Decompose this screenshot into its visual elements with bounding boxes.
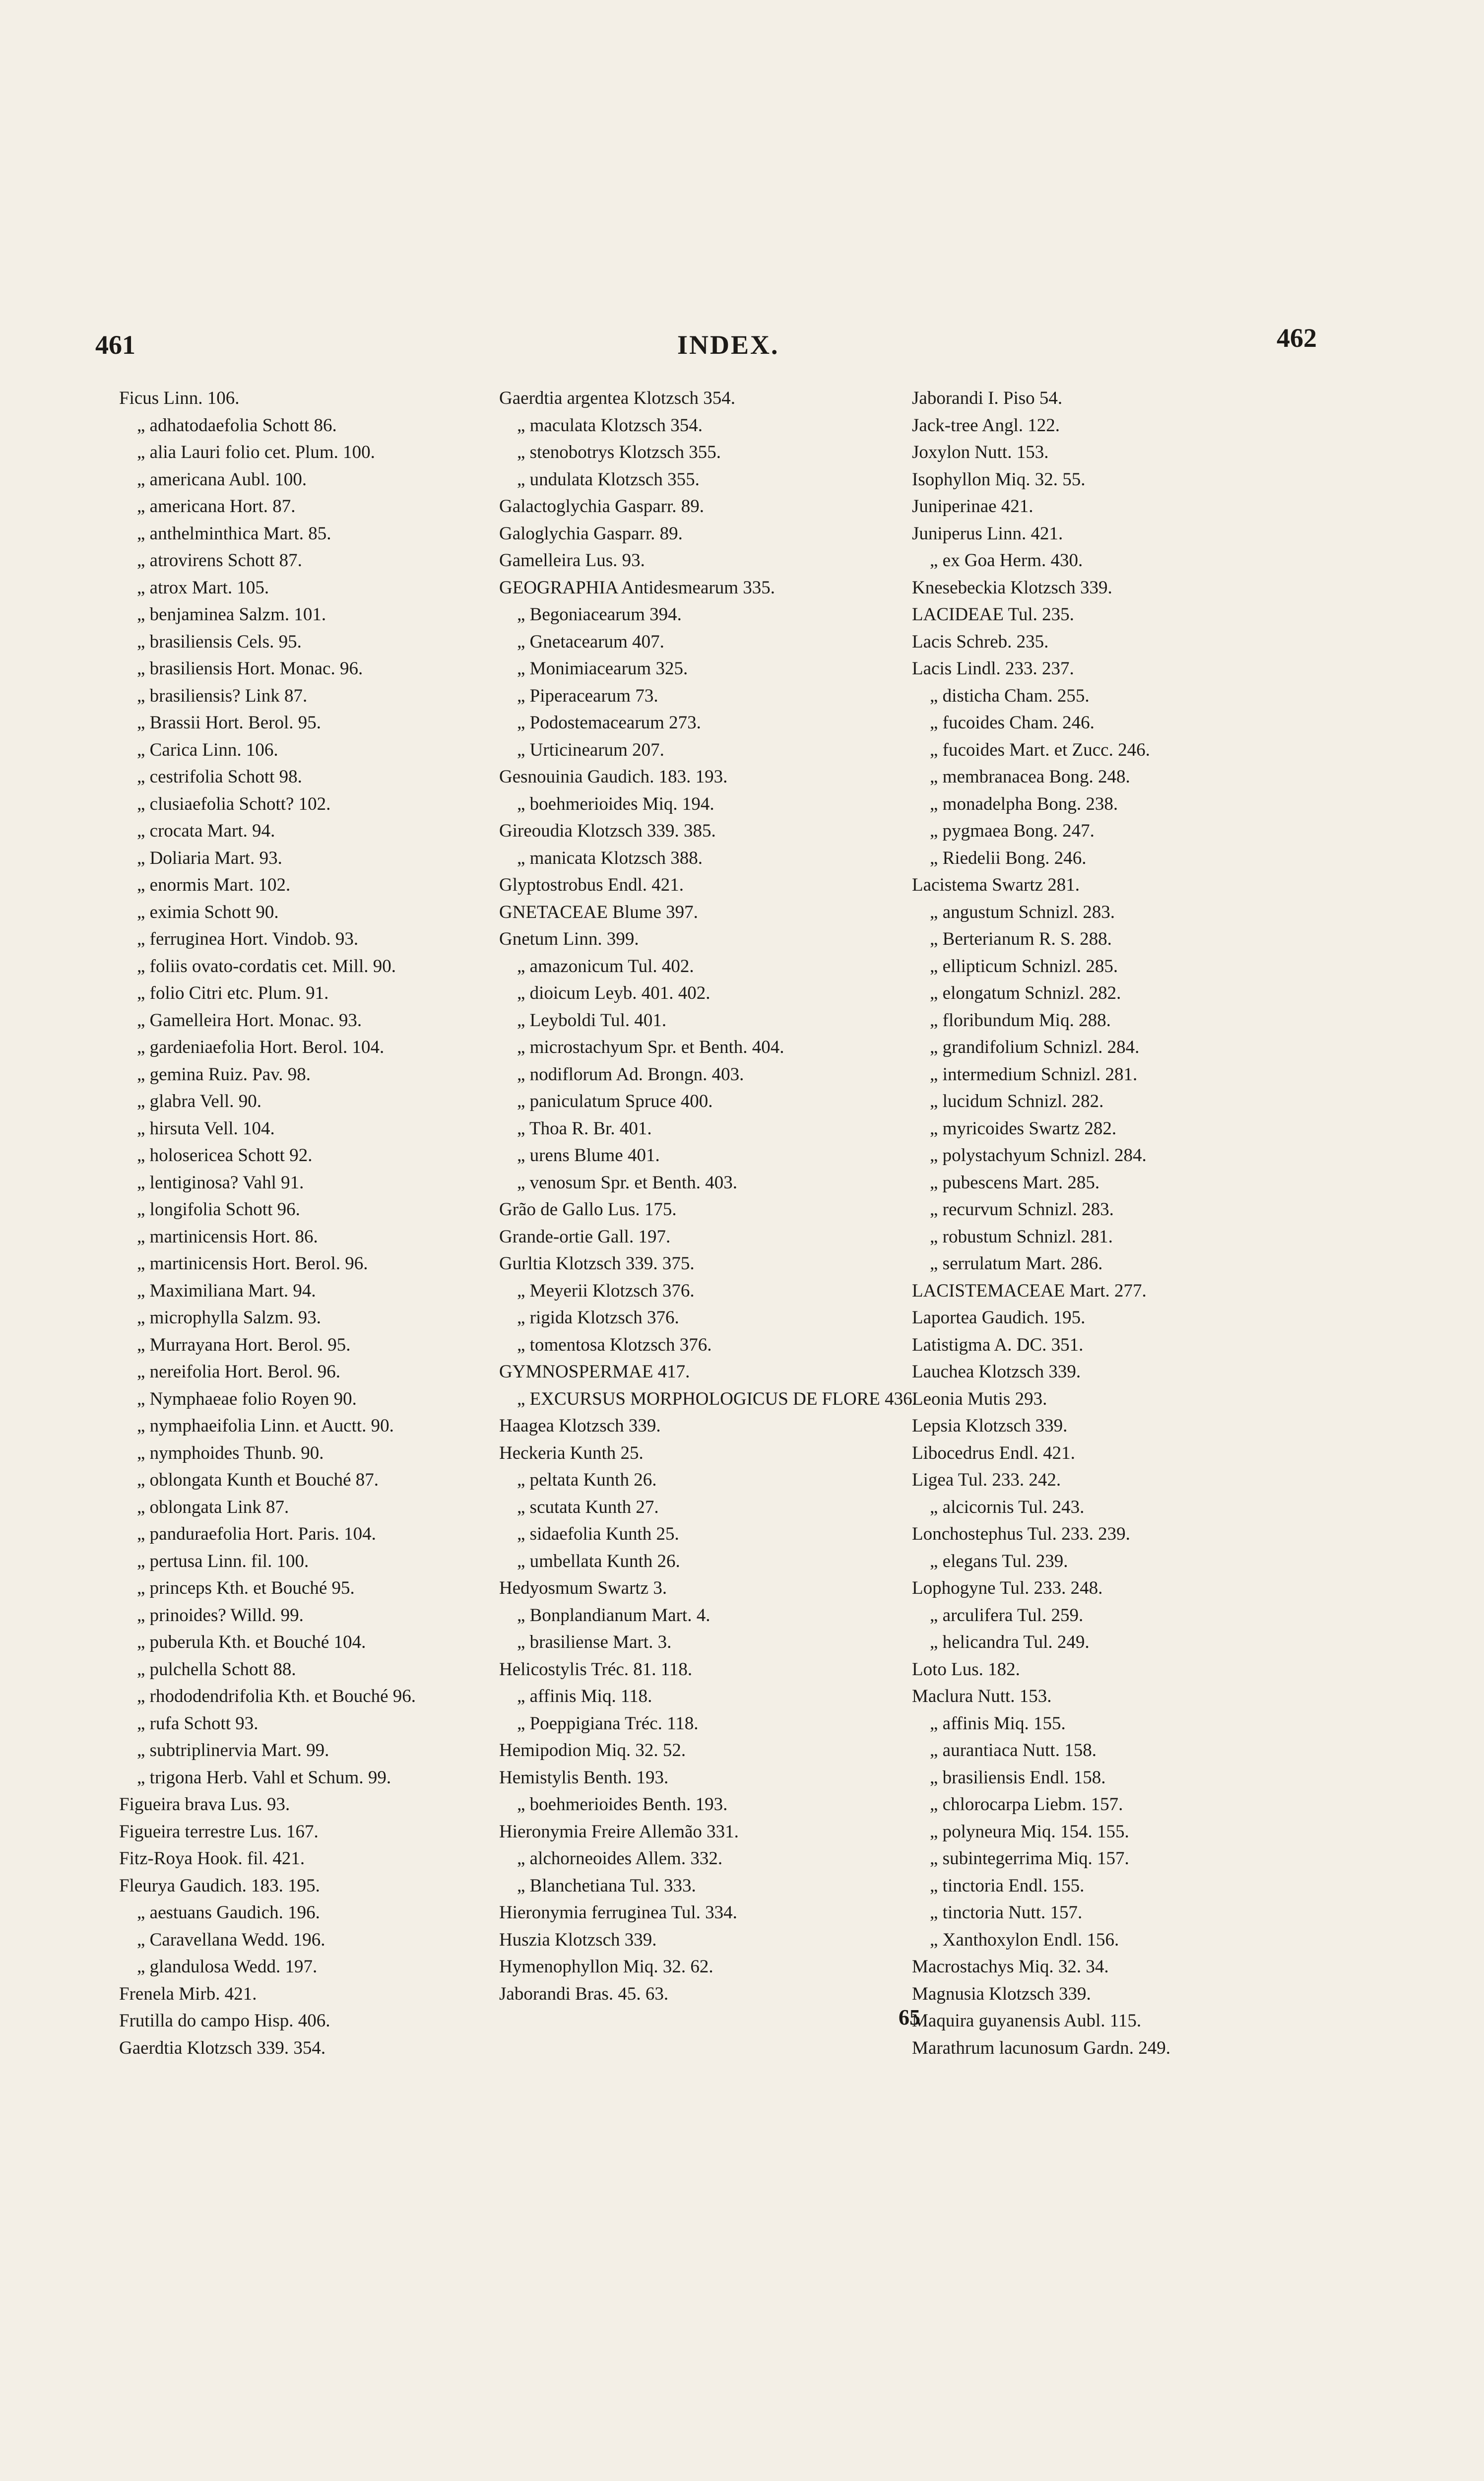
index-column-3	[912, 385, 1319, 2062]
index-entry: „ floribundum Miq. 288.	[930, 1010, 1111, 1031]
index-entry: Gaerdtia argentea Klotzsch 354.	[499, 388, 736, 408]
index-entry: „ trigona Herb. Vahl et Schum. 99.	[137, 1767, 391, 1788]
index-entry: Frutilla do campo Hisp. 406.	[119, 2011, 330, 2031]
index-entry: Libocedrus Endl. 421.	[912, 1442, 1075, 1463]
index-entry: „ Bonplandianum Mart. 4.	[517, 1605, 710, 1626]
index-entry: „ holosericea Schott 92.	[137, 1145, 313, 1166]
index-entry: „ helicandra Tul. 249.	[930, 1632, 1090, 1652]
index-entry: „ anthelminthica Mart. 85.	[137, 523, 331, 544]
index-entry: Galoglychia Gasparr. 89.	[499, 523, 683, 544]
index-entry: „ pygmaea Bong. 247.	[930, 821, 1095, 841]
index-entry: „ cestrifolia Schott 98.	[137, 767, 302, 787]
index-entry: „ chlorocarpa Liebm. 157.	[930, 1794, 1123, 1815]
index-column-2	[499, 385, 917, 2008]
index-entry: „ membranacea Bong. 248.	[930, 767, 1130, 787]
index-entry: Gurltia Klotzsch 339. 375.	[499, 1253, 695, 1274]
right-page-number: 462	[1277, 323, 1317, 353]
index-entry: Gesnouinia Gaudich. 183. 193.	[499, 767, 728, 787]
index-entry: „ Doliaria Mart. 93.	[137, 848, 282, 868]
index-entry: Jack-tree Angl. 122.	[912, 415, 1060, 436]
index-entry: „ prinoides? Willd. 99.	[137, 1605, 304, 1626]
index-entry: Huszia Klotzsch 339.	[499, 1929, 657, 1950]
index-entry: Grande-ortie Gall. 197.	[499, 1226, 671, 1247]
index-entry: „ foliis ovato-cordatis cet. Mill. 90.	[137, 956, 396, 977]
index-entry: „ Blanchetiana Tul. 333.	[517, 1875, 696, 1896]
index-entry: „ elongatum Schnizl. 282.	[930, 983, 1121, 1003]
index-entry: „ Leyboldi Tul. 401.	[517, 1010, 667, 1031]
index-entry: Knesebeckia Klotzsch 339.	[912, 577, 1112, 598]
index-entry: „ microstachyum Spr. et Benth. 404.	[517, 1037, 784, 1057]
index-entry: „ hirsuta Vell. 104.	[137, 1118, 275, 1139]
index-entry: „ disticha Cham. 255.	[930, 685, 1090, 706]
index-entry: „ Begoniacearum 394.	[517, 604, 682, 625]
index-entry: Gamelleira Lus. 93.	[499, 550, 645, 571]
index-entry: „ polyneura Miq. 154. 155.	[930, 1821, 1129, 1842]
index-entry: „ subtriplinervia Mart. 99.	[137, 1740, 329, 1761]
index-entry: „ crocata Mart. 94.	[137, 821, 275, 841]
index-entry: Magnusia Klotzsch 339.	[912, 1983, 1091, 2004]
index-entry: „ ferruginea Hort. Vindob. 93.	[137, 929, 359, 949]
index-entry: „ fucoides Mart. et Zucc. 246.	[930, 739, 1150, 760]
index-entry: „ arculifera Tul. 259.	[930, 1605, 1084, 1626]
index-entry: „ rufa Schott 93.	[137, 1713, 258, 1734]
index-entry: „ polystachyum Schnizl. 284.	[930, 1145, 1147, 1166]
index-entry: „ lentiginosa? Vahl 91.	[137, 1172, 304, 1193]
index-entry: „ rigida Klotzsch 376.	[517, 1307, 679, 1328]
index-entry: „ Murrayana Hort. Berol. 95.	[137, 1334, 351, 1355]
index-entry: „ amazonicum Tul. 402.	[517, 956, 694, 977]
index-entry: „ nodiflorum Ad. Brongn. 403.	[517, 1064, 744, 1085]
index-entry: Lepsia Klotzsch 339.	[912, 1416, 1068, 1436]
index-entry: „ Berterianum R. S. 288.	[930, 929, 1112, 949]
index-entry: „ undulata Klotzsch 355.	[517, 469, 700, 490]
index-entry: „ stenobotrys Klotzsch 355.	[517, 442, 721, 462]
index-entry: „ affinis Miq. 155.	[930, 1713, 1066, 1734]
index-entry: „ Carica Linn. 106.	[137, 739, 278, 760]
index-entry: Jaborandi I. Piso 54.	[912, 388, 1063, 408]
index-entry: Maquira guyanensis Aubl. 115.	[912, 2011, 1142, 2031]
index-entry: „ Brassii Hort. Berol. 95.	[137, 713, 321, 733]
index-entry: „ pertusa Linn. fil. 100.	[137, 1551, 309, 1571]
index-entry: „ Poeppigiana Tréc. 118.	[517, 1713, 699, 1734]
index-entry: „ princeps Kth. et Bouché 95.	[137, 1578, 355, 1598]
index-entry: Fleurya Gaudich. 183. 195.	[119, 1875, 320, 1896]
index-entry: „ oblongata Link 87.	[137, 1497, 289, 1517]
index-entry: Figueira terrestre Lus. 167.	[119, 1821, 319, 1842]
index-entry: Galactoglychia Gasparr. 89.	[499, 496, 705, 517]
index-entry: GYMNOSPERMAE 417.	[499, 1362, 690, 1382]
index-entry: Ficus Linn. 106.	[119, 388, 240, 408]
index-entry: Latistigma A. DC. 351.	[912, 1334, 1084, 1355]
index-entry: „ Gamelleira Hort. Monac. 93.	[137, 1010, 362, 1031]
index-entry: „ folio Citri etc. Plum. 91.	[137, 983, 329, 1003]
index-entry: „ serrulatum Mart. 286.	[930, 1253, 1103, 1274]
index-entry: „ martinicensis Hort. Berol. 96.	[137, 1253, 368, 1274]
left-page-number: 461	[95, 330, 135, 360]
index-entry: „ eximia Schott 90.	[137, 902, 279, 922]
index-entry: „ dioicum Leyb. 401. 402.	[517, 983, 710, 1003]
index-entry: „ lucidum Schnizl. 282.	[930, 1091, 1104, 1111]
index-entry: „ venosum Spr. et Benth. 403.	[517, 1172, 737, 1193]
index-entry: Gnetum Linn. 399.	[499, 929, 639, 949]
index-entry: „ aurantiaca Nutt. 158.	[930, 1740, 1097, 1761]
index-entry: „ monadelpha Bong. 238.	[930, 793, 1118, 814]
index-entry: „ EXCURSUS MORPHOLOGICUS DE FLORE 436.	[517, 1388, 917, 1409]
index-entry: „ alcicornis Tul. 243.	[930, 1497, 1085, 1517]
index-entry: „ gemina Ruiz. Pav. 98.	[137, 1064, 311, 1085]
index-entry: „ ex Goa Herm. 430.	[930, 550, 1083, 571]
index-entry: „ Xanthoxylon Endl. 156.	[930, 1929, 1119, 1950]
index-entry: „ enormis Mart. 102.	[137, 875, 291, 895]
index-entry: Haagea Klotzsch 339.	[499, 1416, 661, 1436]
index-entry: „ nymphoides Thunb. 90.	[137, 1442, 324, 1463]
index-entry: „ nymphaeifolia Linn. et Auctt. 90.	[137, 1416, 394, 1436]
index-entry: „ adhatodaefolia Schott 86.	[137, 415, 337, 436]
index-entry: Lacis Schreb. 235.	[912, 631, 1049, 652]
index-entry: „ glabra Vell. 90.	[137, 1091, 262, 1111]
index-entry: „ americana Hort. 87.	[137, 496, 296, 517]
index-entry: „ myricoides Swartz 282.	[930, 1118, 1117, 1139]
index-entry: „ brasiliensis Hort. Monac. 96.	[137, 658, 363, 679]
index-entry: „ Nymphaeae folio Royen 90.	[137, 1388, 357, 1409]
index-entry: Maclura Nutt. 153.	[912, 1686, 1052, 1706]
index-entry: „ tinctoria Endl. 155.	[930, 1875, 1085, 1896]
index-entry: Laportea Gaudich. 195.	[912, 1307, 1086, 1328]
index-entry: „ microphylla Salzm. 93.	[137, 1307, 321, 1328]
index-entry: Figueira brava Lus. 93.	[119, 1794, 290, 1815]
index-entry: „ robustum Schnizl. 281.	[930, 1226, 1113, 1247]
index-entry: Lophogyne Tul. 233. 248.	[912, 1578, 1103, 1598]
index-entry: „ boehmerioides Miq. 194.	[517, 793, 714, 814]
signature-mark: 65	[899, 2005, 920, 2029]
index-entry: „ umbellata Kunth 26.	[517, 1551, 680, 1571]
index-entry: „ affinis Miq. 118.	[517, 1686, 652, 1706]
index-entry: „ brasiliensis Endl. 158.	[930, 1767, 1106, 1788]
index-entry: „ Thoa R. Br. 401.	[517, 1118, 652, 1139]
index-entry: Ligea Tul. 233. 242.	[912, 1470, 1061, 1490]
index-entry: „ alia Lauri folio cet. Plum. 100.	[137, 442, 375, 462]
index-entry: Frenela Mirb. 421.	[119, 1983, 257, 2004]
index-entry: Glyptostrobus Endl. 421.	[499, 875, 684, 895]
index-entry: Lacistema Swartz 281.	[912, 875, 1080, 895]
index-entry: „ maculata Klotzsch 354.	[517, 415, 703, 436]
index-entry: „ intermedium Schnizl. 281.	[930, 1064, 1138, 1085]
index-entry: Gireoudia Klotzsch 339. 385.	[499, 821, 716, 841]
index-entry: „ grandifolium Schnizl. 284.	[930, 1037, 1140, 1057]
index-entry: Leonia Mutis 293.	[912, 1388, 1047, 1409]
index-entry: „ pubescens Mart. 285.	[930, 1172, 1100, 1193]
index-entry: „ peltata Kunth 26.	[517, 1470, 657, 1490]
index-entry: „ urens Blume 401.	[517, 1145, 660, 1166]
index-entry: Helicostylis Tréc. 81. 118.	[499, 1659, 693, 1680]
index-entry: Lonchostephus Tul. 233. 239.	[912, 1524, 1130, 1544]
index-entry: „ benjaminea Salzm. 101.	[137, 604, 326, 625]
index-entry: Heckeria Kunth 25.	[499, 1442, 644, 1463]
index-entry: „ tomentosa Klotzsch 376.	[517, 1334, 712, 1355]
index-entry: „ clusiaefolia Schott? 102.	[137, 793, 331, 814]
index-entry: „ sidaefolia Kunth 25.	[517, 1524, 679, 1544]
index-entry: Hemipodion Miq. 32. 52.	[499, 1740, 686, 1761]
index-entry: „ scutata Kunth 27.	[517, 1497, 659, 1517]
index-entry: „ Gnetacearum 407.	[517, 631, 664, 652]
index-entry: „ glandulosa Wedd. 197.	[137, 1957, 318, 1977]
index-entry: „ Caravellana Wedd. 196.	[137, 1929, 325, 1950]
index-entry: „ alchorneoides Allem. 332.	[517, 1848, 723, 1869]
index-entry: „ americana Aubl. 100.	[137, 469, 307, 490]
index-entry: Hieronymia Freire Allemão 331.	[499, 1821, 739, 1842]
index-entry: „ panduraefolia Hort. Paris. 104.	[137, 1524, 376, 1544]
index-entry: „ longifolia Schott 96.	[137, 1199, 300, 1220]
index-entry: Isophyllon Miq. 32. 55.	[912, 469, 1086, 490]
index-entry: Hymenophyllon Miq. 32. 62.	[499, 1957, 713, 1977]
index-entry: Juniperinae 421.	[912, 496, 1033, 517]
index-entry: Fitz-Roya Hook. fil. 421.	[119, 1848, 305, 1869]
index-entry: „ Urticinearum 207.	[517, 739, 664, 760]
index-entry: „ Monimiacearum 325.	[517, 658, 688, 679]
index-entry: „ Riedelii Bong. 246.	[930, 848, 1087, 868]
index-entry: LACIDEAE Tul. 235.	[912, 604, 1074, 625]
index-entry: „ elegans Tul. 239.	[930, 1551, 1068, 1571]
index-entry: Juniperus Linn. 421.	[912, 523, 1063, 544]
index-column-1	[119, 385, 506, 2062]
index-entry: Hedyosmum Swartz 3.	[499, 1578, 667, 1598]
index-entry: Hemistylis Benth. 193.	[499, 1767, 669, 1788]
index-entry: Lauchea Klotzsch 339.	[912, 1362, 1081, 1382]
index-entry: „ Meyerii Klotzsch 376.	[517, 1280, 695, 1301]
index-entry: LACISTEMACEAE Mart. 277.	[912, 1280, 1147, 1301]
index-entry: „ gardeniaefolia Hort. Berol. 104.	[137, 1037, 385, 1057]
index-entry: „ puberula Kth. et Bouché 104.	[137, 1632, 366, 1652]
index-entry: Lacis Lindl. 233. 237.	[912, 658, 1074, 679]
index-entry: Macrostachys Miq. 32. 34.	[912, 1957, 1109, 1977]
index-entry: Joxylon Nutt. 153.	[912, 442, 1049, 462]
index-entry: „ brasiliense Mart. 3.	[517, 1632, 672, 1652]
index-entry: „ rhododendrifolia Kth. et Bouché 96.	[137, 1686, 416, 1706]
index-entry: „ Maximiliana Mart. 94.	[137, 1280, 316, 1301]
index-entry: „ recurvum Schnizl. 283.	[930, 1199, 1114, 1220]
index-entry: „ oblongata Kunth et Bouché 87.	[137, 1470, 379, 1490]
index-entry: „ martinicensis Hort. 86.	[137, 1226, 318, 1247]
index-entry: „ Piperacearum 73.	[517, 685, 658, 706]
index-entry: Hieronymia ferruginea Tul. 334.	[499, 1902, 737, 1923]
index-entry: „ Podostemacearum 273.	[517, 713, 701, 733]
index-entry: Loto Lus. 182.	[912, 1659, 1020, 1680]
index-entry: „ brasiliensis? Link 87.	[137, 685, 308, 706]
index-entry: „ tinctoria Nutt. 157.	[930, 1902, 1083, 1923]
index-entry: „ paniculatum Spruce 400.	[517, 1091, 713, 1111]
index-entry: GEOGRAPHIA Antidesmearum 335.	[499, 577, 775, 598]
index-entry: „ aestuans Gaudich. 196.	[137, 1902, 320, 1923]
index-entry: „ atrox Mart. 105.	[137, 577, 269, 598]
index-entry: „ angustum Schnizl. 283.	[930, 902, 1115, 922]
page-title: INDEX.	[677, 330, 779, 360]
index-entry: „ boehmerioides Benth. 193.	[517, 1794, 728, 1815]
index-entry: Gaerdtia Klotzsch 339. 354.	[119, 2037, 326, 2058]
index-entry: „ manicata Klotzsch 388.	[517, 848, 703, 868]
index-entry: „ fucoides Cham. 246.	[930, 713, 1095, 733]
index-entry: „ subintegerrima Miq. 157.	[930, 1848, 1129, 1869]
index-entry: „ atrovirens Schott 87.	[137, 550, 302, 571]
index-entry: GNETACEAE Blume 397.	[499, 902, 698, 922]
index-entry: „ brasiliensis Cels. 95.	[137, 631, 302, 652]
index-entry: „ nereifolia Hort. Berol. 96.	[137, 1362, 340, 1382]
index-entry: „ ellipticum Schnizl. 285.	[930, 956, 1118, 977]
index-entry: Marathrum lacunosum Gardn. 249.	[912, 2037, 1170, 2058]
index-entry: „ pulchella Schott 88.	[137, 1659, 296, 1680]
index-entry: Jaborandi Bras. 45. 63.	[499, 1983, 669, 2004]
index-entry: Grão de Gallo Lus. 175.	[499, 1199, 677, 1220]
